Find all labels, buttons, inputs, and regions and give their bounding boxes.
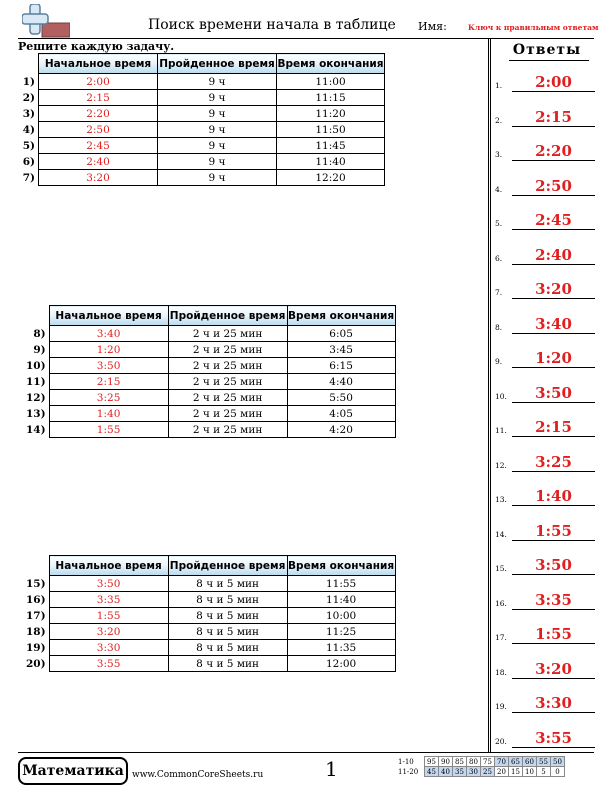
answer-line	[512, 574, 595, 575]
score-cell: 40	[439, 767, 453, 777]
elapsed-time-cell: 2 ч и 25 мин	[168, 342, 287, 358]
answer-line	[512, 436, 595, 437]
score-cell: 75	[481, 757, 495, 767]
column-header: Пройденное время	[168, 306, 287, 326]
problem-number: 16)	[26, 593, 46, 606]
problem-table	[26, 555, 396, 672]
score-cell: 90	[439, 757, 453, 767]
number-header-blank	[18, 54, 39, 74]
answer-value: 2:00	[535, 73, 572, 91]
answer-number: 9.	[495, 357, 503, 366]
elapsed-time-cell: 9 ч	[158, 90, 277, 106]
start-time-cell: 3:35	[49, 592, 168, 608]
score-cell: 45	[425, 767, 439, 777]
answer-line	[512, 367, 595, 368]
problem-number: 2)	[22, 91, 35, 104]
start-time-cell: 2:40	[39, 154, 158, 170]
math-plus-logo-icon	[22, 4, 70, 38]
score-cell: 65	[509, 757, 523, 767]
answer-item	[495, 314, 595, 334]
answer-value: 3:20	[535, 280, 572, 298]
answer-line	[512, 229, 595, 230]
column-header: Начальное время	[49, 556, 168, 576]
table-row	[26, 656, 395, 672]
table-header-row	[26, 556, 395, 576]
elapsed-time-cell: 2 ч и 25 мин	[168, 390, 287, 406]
number-header-blank	[26, 556, 49, 576]
answer-line	[512, 747, 595, 748]
column-header: Время окончания	[287, 556, 395, 576]
subject-badge: Математика	[18, 757, 128, 785]
column-header: Пройденное время	[158, 54, 277, 74]
score-cell: 25	[481, 767, 495, 777]
answer-number: 5.	[495, 219, 503, 228]
answer-number: 17.	[495, 633, 507, 642]
end-time-cell: 10:00	[287, 608, 395, 624]
answer-value: 1:20	[535, 349, 572, 367]
end-time-cell: 6:15	[287, 358, 395, 374]
end-time-cell: 4:20	[287, 422, 395, 438]
start-time-cell: 3:50	[49, 358, 168, 374]
answer-number: 16.	[495, 598, 507, 608]
answer-value: 3:50	[535, 556, 572, 574]
answer-value: 3:20	[535, 659, 572, 678]
problem-number: 19)	[26, 641, 46, 654]
start-time-cell: 3:50	[49, 576, 168, 592]
table-row	[26, 592, 395, 608]
answer-line	[512, 678, 595, 679]
answer-line	[512, 609, 595, 610]
answer-number: 7.	[495, 288, 503, 297]
answer-number: 20.	[495, 736, 507, 746]
answer-value: 1:40	[535, 487, 572, 505]
problem-number: 12)	[26, 391, 46, 404]
elapsed-time-cell: 9 ч	[158, 138, 277, 154]
elapsed-time-cell: 8 ч и 5 мин	[168, 656, 287, 672]
table-header-row	[26, 306, 395, 326]
start-time-cell: 3:20	[49, 624, 168, 640]
answer-line	[512, 402, 595, 403]
start-time-cell: 2:00	[39, 74, 158, 90]
end-time-cell: 4:40	[287, 374, 395, 390]
answer-column-divider	[488, 38, 491, 752]
answer-item	[495, 486, 595, 506]
end-time-cell: 11:15	[277, 90, 385, 106]
answer-number: 14.	[495, 529, 507, 539]
problem-number: 4)	[22, 123, 35, 136]
elapsed-time-cell: 8 ч и 5 мин	[168, 640, 287, 656]
score-row	[396, 757, 565, 767]
table-row	[18, 90, 385, 106]
start-time-cell: 3:55	[49, 656, 168, 672]
score-cell: 55	[537, 757, 551, 767]
problem-number: 18)	[26, 625, 46, 638]
score-row-label: 11-20	[398, 767, 419, 776]
answer-line	[512, 333, 595, 334]
answer-line	[512, 540, 595, 541]
answer-number: 12.	[495, 460, 507, 470]
answer-number: 8.	[495, 322, 503, 332]
score-cell: 35	[453, 767, 467, 777]
problem-number: 1)	[22, 75, 35, 88]
elapsed-time-cell: 9 ч	[158, 170, 277, 186]
elapsed-time-cell: 8 ч и 5 мин	[168, 592, 287, 608]
table-row	[26, 374, 395, 390]
answer-number: 4.	[495, 184, 503, 194]
end-time-cell: 11:40	[277, 154, 385, 170]
answer-value: 3:35	[535, 590, 572, 609]
answer-item	[495, 279, 595, 299]
problem-number: 6)	[22, 155, 35, 168]
answer-item	[495, 72, 595, 92]
answer-line	[512, 264, 595, 265]
answer-value: 2:40	[535, 245, 572, 264]
score-cell: 85	[453, 757, 467, 767]
end-time-cell: 11:00	[277, 74, 385, 90]
start-time-cell: 2:45	[39, 138, 158, 154]
page-title: Поиск времени начала в таблице	[148, 17, 396, 33]
answer-value: 3:25	[535, 452, 572, 471]
answer-line	[512, 160, 595, 161]
answer-value: 3:40	[535, 314, 572, 333]
answer-number: 19.	[495, 702, 507, 711]
answer-item	[495, 521, 595, 541]
score-row	[396, 767, 565, 777]
problem-number: 5)	[22, 139, 35, 152]
table-row	[18, 154, 385, 170]
answer-value: 2:15	[535, 418, 572, 436]
score-cell: 0	[551, 767, 565, 777]
answer-line	[512, 505, 595, 506]
answer-number: 2.	[495, 115, 503, 125]
score-cell: 95	[425, 757, 439, 767]
answer-item	[495, 452, 595, 472]
footer-divider	[18, 752, 594, 753]
table-row	[26, 640, 395, 656]
elapsed-time-cell: 8 ч и 5 мин	[168, 608, 287, 624]
start-time-cell: 1:40	[49, 406, 168, 422]
table-row	[18, 170, 385, 186]
answer-value: 3:55	[535, 728, 572, 747]
score-table	[396, 756, 565, 777]
answer-line	[512, 643, 595, 644]
instructions: Решите каждую задачу.	[18, 40, 175, 53]
answer-number: 11.	[495, 426, 507, 435]
score-cell: 80	[467, 757, 481, 767]
answer-value: 2:45	[535, 211, 572, 229]
score-cell: 10	[523, 767, 537, 777]
answer-number: 15.	[495, 564, 507, 573]
problem-number: 8)	[33, 327, 46, 340]
answer-number: 18.	[495, 667, 507, 677]
answer-item	[495, 245, 595, 265]
table-row	[26, 390, 395, 406]
answer-value: 1:55	[535, 521, 572, 540]
elapsed-time-cell: 2 ч и 25 мин	[168, 406, 287, 422]
header-divider	[18, 38, 594, 39]
score-cell: 50	[551, 757, 565, 767]
end-time-cell: 6:05	[287, 326, 395, 342]
number-header-blank	[26, 306, 49, 326]
problem-number: 11)	[26, 375, 46, 388]
end-time-cell: 11:25	[287, 624, 395, 640]
table-row	[18, 138, 385, 154]
answer-line	[512, 712, 595, 713]
answer-item	[495, 107, 595, 127]
answer-number: 13.	[495, 495, 507, 504]
elapsed-time-cell: 2 ч и 25 мин	[168, 326, 287, 342]
table-row	[26, 358, 395, 374]
score-row-label: 1-10	[398, 757, 414, 766]
answer-value: 3:50	[535, 383, 572, 402]
problem-number: 9)	[33, 343, 46, 356]
answer-item	[495, 210, 595, 230]
table-row	[26, 576, 395, 592]
table-header-row	[18, 54, 385, 74]
start-time-cell: 3:20	[39, 170, 158, 186]
elapsed-time-cell: 8 ч и 5 мин	[168, 576, 287, 592]
start-time-cell: 2:15	[49, 374, 168, 390]
column-header: Время окончания	[277, 54, 385, 74]
end-time-cell: 11:50	[277, 122, 385, 138]
problem-number: 10)	[26, 359, 46, 372]
answer-number: 1.	[495, 81, 503, 90]
problem-table	[18, 53, 385, 186]
score-cell: 30	[467, 767, 481, 777]
table-row	[18, 122, 385, 138]
name-value: Ключ к правильным ответам	[468, 23, 599, 32]
problem-number: 20)	[26, 657, 46, 670]
elapsed-time-cell: 2 ч и 25 мин	[168, 374, 287, 390]
end-time-cell: 11:45	[277, 138, 385, 154]
end-time-cell: 11:20	[277, 106, 385, 122]
problem-number: 13)	[26, 407, 46, 420]
start-time-cell: 2:15	[39, 90, 158, 106]
answer-line	[512, 91, 595, 92]
answer-number: 10.	[495, 391, 507, 401]
table-row	[26, 608, 395, 624]
answer-item	[495, 555, 595, 575]
answer-item	[495, 590, 595, 610]
score-cell: 15	[509, 767, 523, 777]
answer-line	[512, 126, 595, 127]
answer-item	[495, 728, 595, 748]
start-time-cell: 3:25	[49, 390, 168, 406]
end-time-cell: 12:00	[287, 656, 395, 672]
elapsed-time-cell: 9 ч	[158, 122, 277, 138]
problem-number: 3)	[22, 107, 35, 120]
score-cell: 70	[495, 757, 509, 767]
column-header: Время окончания	[287, 306, 395, 326]
answer-item	[495, 141, 595, 161]
page-number: 1	[325, 757, 338, 781]
problem-number: 15)	[26, 577, 46, 590]
answer-number: 6.	[495, 253, 503, 263]
answers-title: Ответы	[512, 42, 582, 58]
start-time-cell: 2:50	[39, 122, 158, 138]
score-cell: 60	[523, 757, 537, 767]
start-time-cell: 1:55	[49, 422, 168, 438]
answer-item	[495, 383, 595, 403]
elapsed-time-cell: 9 ч	[158, 74, 277, 90]
score-cell: 20	[495, 767, 509, 777]
answer-item	[495, 659, 595, 679]
start-time-cell: 2:20	[39, 106, 158, 122]
answer-item	[495, 693, 595, 713]
elapsed-time-cell: 9 ч	[158, 106, 277, 122]
column-header: Пройденное время	[168, 556, 287, 576]
problem-number: 7)	[22, 171, 35, 184]
column-header: Начальное время	[39, 54, 158, 74]
table-row	[26, 326, 395, 342]
answers-title-underline	[509, 60, 589, 61]
answer-number: 3.	[495, 150, 503, 159]
table-row	[26, 624, 395, 640]
table-row	[18, 106, 385, 122]
end-time-cell: 11:35	[287, 640, 395, 656]
elapsed-time-cell: 8 ч и 5 мин	[168, 624, 287, 640]
start-time-cell: 1:20	[49, 342, 168, 358]
end-time-cell: 5:50	[287, 390, 395, 406]
answer-line	[512, 471, 595, 472]
start-time-cell: 3:40	[49, 326, 168, 342]
end-time-cell: 3:45	[287, 342, 395, 358]
elapsed-time-cell: 2 ч и 25 мин	[168, 358, 287, 374]
table-row	[18, 74, 385, 90]
elapsed-time-cell: 9 ч	[158, 154, 277, 170]
table-row	[26, 342, 395, 358]
end-time-cell: 11:55	[287, 576, 395, 592]
site-url: www.CommonCoreSheets.ru	[132, 770, 264, 780]
answer-item	[495, 624, 595, 644]
table-row	[26, 422, 395, 438]
answer-line	[512, 298, 595, 299]
answer-item	[495, 417, 595, 437]
table-row	[26, 406, 395, 422]
start-time-cell: 1:55	[49, 608, 168, 624]
problem-number: 17)	[26, 609, 46, 622]
problem-table	[26, 305, 396, 438]
name-label: Имя:	[418, 20, 447, 33]
answer-value: 2:50	[535, 176, 572, 195]
answer-value: 1:55	[535, 625, 572, 643]
answer-value: 2:15	[535, 107, 572, 126]
elapsed-time-cell: 2 ч и 25 мин	[168, 422, 287, 438]
answer-item	[495, 348, 595, 368]
answer-line	[512, 195, 595, 196]
end-time-cell: 4:05	[287, 406, 395, 422]
column-header: Начальное время	[49, 306, 168, 326]
answer-item	[495, 176, 595, 196]
score-cell: 5	[537, 767, 551, 777]
end-time-cell: 12:20	[277, 170, 385, 186]
answer-value: 3:30	[535, 694, 572, 712]
answer-value: 2:20	[535, 142, 572, 160]
end-time-cell: 11:40	[287, 592, 395, 608]
problem-number: 14)	[26, 423, 46, 436]
start-time-cell: 3:30	[49, 640, 168, 656]
